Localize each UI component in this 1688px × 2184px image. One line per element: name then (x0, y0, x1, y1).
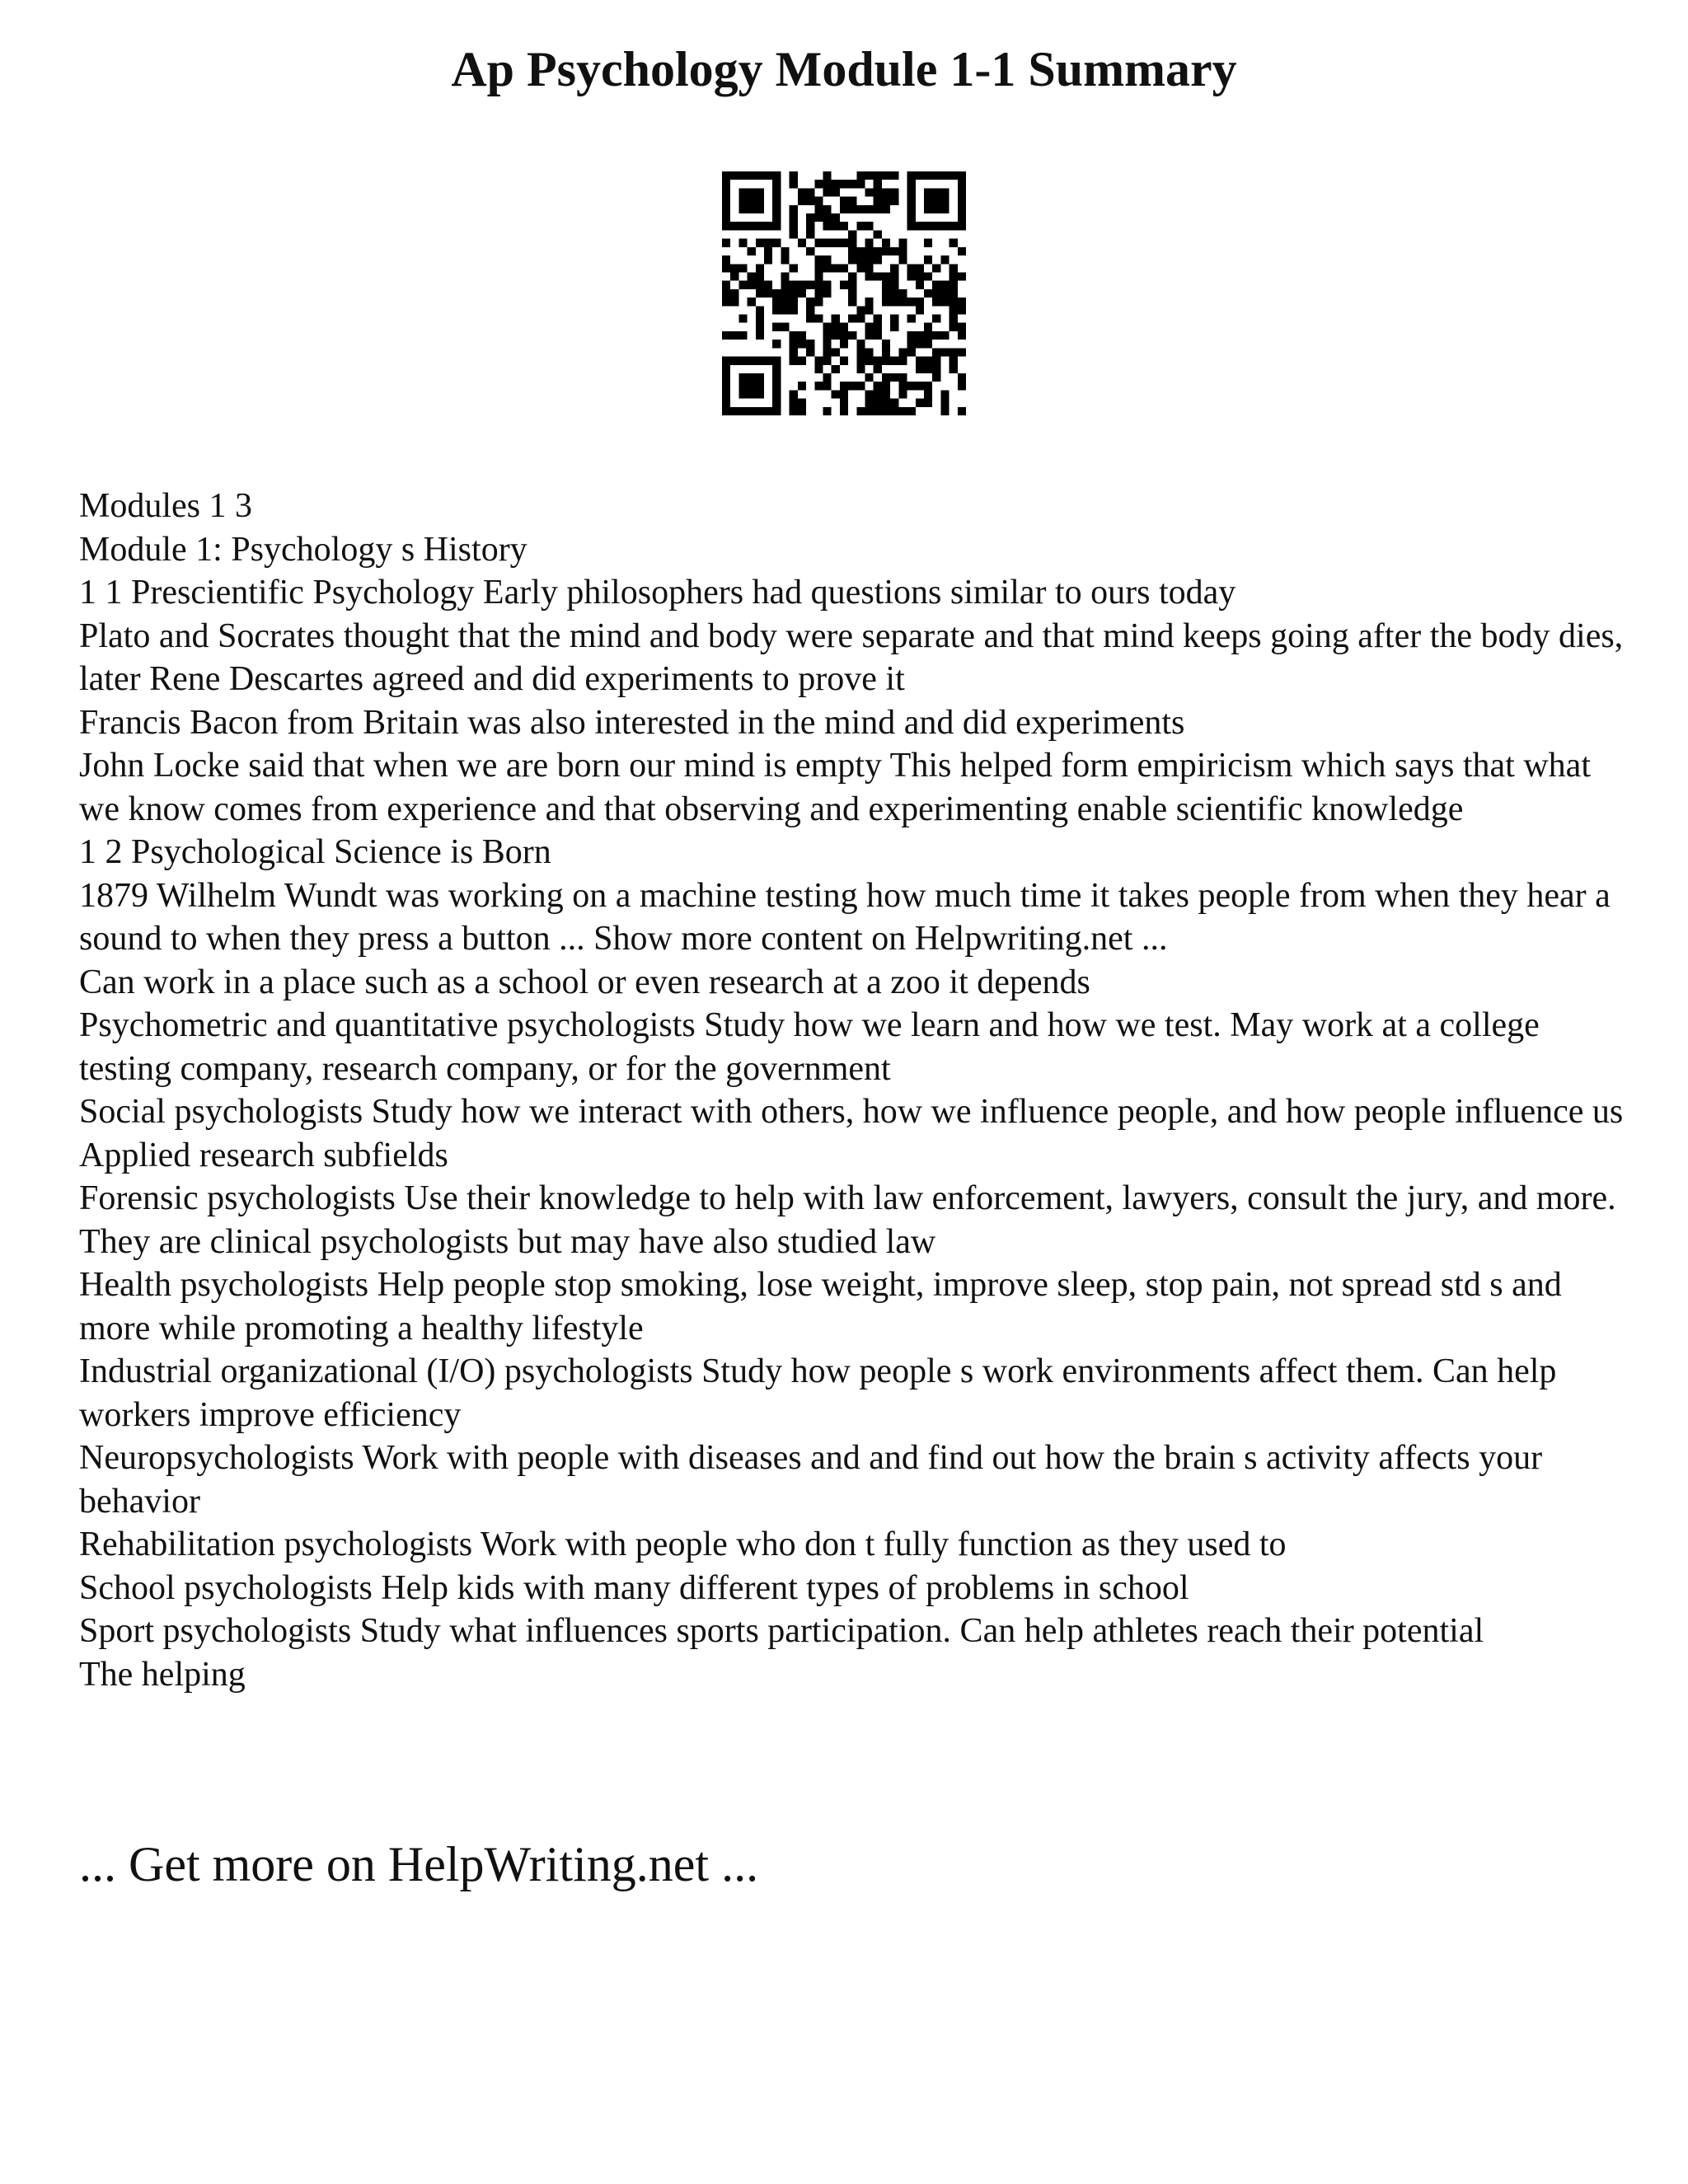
text-line: Plato and Socrates thought that the mind and body were separate and that mind keeps going after the body dies, later Rene Descartes agreed and did experiments to prove it (79, 616, 1624, 698)
text-line: The helping (79, 1655, 246, 1694)
footer-link[interactable]: ... Get more on HelpWriting.net ... (79, 1837, 759, 1891)
text-line: Sport psychologists Study what influences sports participation. Can help athletes reach their potential (79, 1612, 1484, 1650)
text-line: Module 1: Psychology s History (79, 530, 528, 569)
qr-code-graphic (722, 171, 966, 415)
text-line: Applied research subfields (79, 1136, 448, 1174)
qr-code-image (722, 171, 966, 415)
text-line: Rehabilitation psychologists Work with people who don t fully function as they used to (79, 1526, 1287, 1563)
text-line: Forensic psychologists Use their knowledge to help with law enforcement, lawyers, consult the jury, and more. They are clinical psychologists but may have also studied law (79, 1179, 1616, 1261)
page-title: Ap Psychology Module 1-1 Summary (451, 42, 1237, 96)
text-line: School psychologists Help kids with many different types of problems in school (79, 1568, 1189, 1607)
text-line: 1879 Wilhelm Wundt was working on a machine testing how much time it takes people from when they hear a sound to when they press a button ... Show more content on Helpwriting.net ... (79, 876, 1611, 958)
document-body (79, 485, 1629, 1696)
text-line: Can work in a place such as a school or even research at a zoo it depends (79, 963, 1090, 1001)
text-line: 1 1 Prescientific Psychology Early philosophers had questions similar to ours today (79, 574, 1236, 612)
text-line: Psychometric and quantitative psychologists Study how we learn and how we test. May work at a college testing company, research company, or for the government (79, 1006, 1540, 1088)
text-line: John Locke said that when we are born our mind is empty This helped form empiricism which says that what we know comes from experience and that observing and experimenting enable scientific knowledge (79, 747, 1591, 828)
text-line: Industrial organizational (I/O) psychologists Study how people s work environments affect them. Can help workers improve efficiency (79, 1352, 1557, 1434)
text-line: 1 2 Psychological Science is Born (79, 833, 551, 871)
text-line: Neuropsychologists Work with people with diseases and and find out how the brain s activity affects your behavior (79, 1439, 1543, 1521)
text-line: Francis Bacon from Britain was also interested in the mind and did experiments (79, 703, 1185, 742)
text-line: Health psychologists Help people stop smoking, lose weight, improve sleep, stop pain, not spread std s and more while promoting a healthy lifestyle (79, 1266, 1562, 1347)
text-line: Modules 1 3 (79, 487, 252, 525)
text-line: Social psychologists Study how we interact with others, how we influence people, and how people influence us (79, 1093, 1624, 1131)
